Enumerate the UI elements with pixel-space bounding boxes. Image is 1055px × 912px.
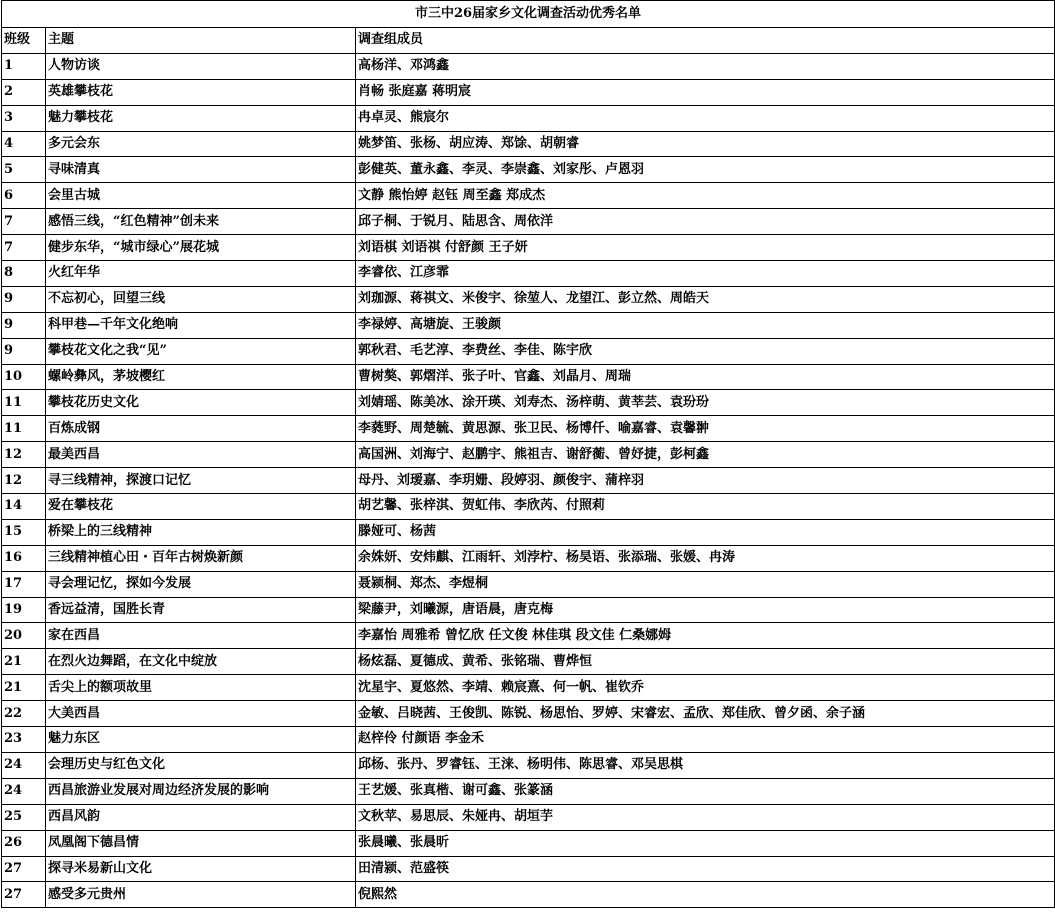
header-topic[interactable]: 主题 — [46, 28, 356, 54]
cell-topic[interactable]: 感受多元贵州 — [46, 882, 356, 908]
cell-members[interactable]: 张晨曦、张晨昕 — [356, 830, 1055, 856]
cell-topic[interactable]: 桥梁上的三线精神 — [46, 519, 356, 545]
cell-class[interactable]: 11 — [2, 390, 46, 416]
cell-members[interactable]: 胡艺馨、张梓淇、贺虹伟、李欣芮、付照莉 — [356, 494, 1055, 520]
header-class[interactable]: 班级 — [2, 28, 46, 54]
cell-topic[interactable]: 西昌旅游业发展对周边经济发展的影响 — [46, 778, 356, 804]
cell-members[interactable]: 倪熙然 — [356, 882, 1055, 908]
cell-class[interactable]: 19 — [2, 597, 46, 623]
cell-class[interactable]: 24 — [2, 752, 46, 778]
cell-class[interactable]: 3 — [2, 105, 46, 131]
cell-members[interactable]: 田清颍、范盛筷 — [356, 856, 1055, 882]
cell-topic[interactable]: 寻味清真 — [46, 157, 356, 183]
cell-members[interactable]: 刘语棋 刘语祺 付舒颜 王子妍 — [356, 235, 1055, 261]
honor-roll-table — [1, 0, 1055, 908]
cell-topic[interactable]: 会理历史与红色文化 — [46, 752, 356, 778]
cell-class[interactable]: 8 — [2, 261, 46, 287]
table-row — [2, 261, 1055, 287]
table-row — [2, 727, 1055, 753]
cell-class[interactable]: 11 — [2, 416, 46, 442]
cell-members[interactable]: 文静 熊怡婷 赵钰 周至鑫 郑成杰 — [356, 183, 1055, 209]
header-members[interactable]: 调查组成员 — [356, 28, 1055, 54]
table-row — [2, 675, 1055, 701]
cell-class[interactable]: 9 — [2, 286, 46, 312]
cell-class[interactable]: 7 — [2, 235, 46, 261]
cell-members[interactable]: 李嘉怡 周雅希 曾忆欣 任文俊 林佳琪 段文佳 仁桑娜姆 — [356, 623, 1055, 649]
title-row — [2, 1, 1055, 28]
cell-members[interactable]: 刘珈源、蒋祺文、米俊宇、徐堃人、龙望江、彭立然、周皓天 — [356, 286, 1055, 312]
cell-members[interactable]: 文秋苹、易思辰、朱娅冉、胡垣芋 — [356, 804, 1055, 830]
table-row — [2, 468, 1055, 494]
table-row — [2, 209, 1055, 235]
cell-class[interactable]: 10 — [2, 364, 46, 390]
cell-class[interactable]: 1 — [2, 53, 46, 79]
cell-topic[interactable]: 凤凰阁下德昌情 — [46, 830, 356, 856]
table-row — [2, 390, 1055, 416]
cell-topic[interactable]: 英雄攀枝花 — [46, 79, 356, 105]
cell-members[interactable]: 杨炫磊、夏德成、黄希、张铭瑞、曹烨恒 — [356, 649, 1055, 675]
cell-topic[interactable]: 感悟三线，“红色精神”创未来 — [46, 209, 356, 235]
cell-members[interactable]: 高国洲、刘海宁、赵鹏宇、熊祖吉、谢舒蘅、曾妤捷，彭柯鑫 — [356, 442, 1055, 468]
cell-class[interactable]: 6 — [2, 183, 46, 209]
table-row — [2, 157, 1055, 183]
cell-members[interactable]: 肖畅 张庭嘉 蒋明宸 — [356, 79, 1055, 105]
cell-topic[interactable]: 攀枝花文化之我“见” — [46, 338, 356, 364]
cell-members[interactable]: 李禄婷、高塘旋、王骏颜 — [356, 312, 1055, 338]
cell-topic[interactable]: 在烈火边舞蹈，在文化中绽放 — [46, 649, 356, 675]
table-row — [2, 442, 1055, 468]
cell-topic[interactable]: 螺岭彝风，茅坡樱红 — [46, 364, 356, 390]
cell-class[interactable]: 9 — [2, 338, 46, 364]
cell-class[interactable]: 16 — [2, 545, 46, 571]
cell-topic[interactable]: 香远益清，国胜长青 — [46, 597, 356, 623]
cell-class[interactable]: 21 — [2, 649, 46, 675]
cell-class[interactable]: 2 — [2, 79, 46, 105]
cell-class[interactable]: 25 — [2, 804, 46, 830]
table-row — [2, 830, 1055, 856]
table-row — [2, 701, 1055, 727]
table-row — [2, 804, 1055, 830]
cell-members[interactable]: 李蕤野、周楚毓、黄思源、张卫民、杨博仟、喻嘉睿、袁馨翀 — [356, 416, 1055, 442]
cell-members[interactable]: 邱子桐、于锐月、陆思含、周依洋 — [356, 209, 1055, 235]
cell-class[interactable]: 22 — [2, 701, 46, 727]
table-body — [2, 53, 1055, 907]
cell-members[interactable]: 母丹、刘瑷嘉、李玥姗、段婷羽、颜俊宇、蒲梓羽 — [356, 468, 1055, 494]
cell-members[interactable]: 冉卓灵、熊宸尔 — [356, 105, 1055, 131]
cell-topic[interactable]: 百炼成钢 — [46, 416, 356, 442]
cell-class[interactable]: 14 — [2, 494, 46, 520]
cell-topic[interactable]: 健步东华，“城市绿心”展花城 — [46, 235, 356, 261]
cell-members[interactable]: 金敏、吕晓茜、王俊凯、陈锐、杨思怡、罗婷、宋睿宏、孟欣、郑佳欣、曾夕函、余子涵 — [356, 701, 1055, 727]
cell-class[interactable]: 9 — [2, 312, 46, 338]
table-row — [2, 571, 1055, 597]
cell-topic[interactable]: 魅力攀枝花 — [46, 105, 356, 131]
cell-class[interactable]: 4 — [2, 131, 46, 157]
cell-members[interactable]: 彭健英、董永鑫、李灵、李崇鑫、刘家彤、卢恩羽 — [356, 157, 1055, 183]
cell-members[interactable]: 聂颍桐、郑杰、李煜桐 — [356, 571, 1055, 597]
cell-class[interactable]: 20 — [2, 623, 46, 649]
table-row — [2, 53, 1055, 79]
cell-members[interactable]: 王艺媛、张真楷、谢可鑫、张篆涵 — [356, 778, 1055, 804]
cell-class[interactable]: 24 — [2, 778, 46, 804]
cell-class[interactable]: 27 — [2, 882, 46, 908]
cell-members[interactable]: 邱杨、张丹、罗睿钰、王涞、杨明伟、陈思睿、邓吴思棋 — [356, 752, 1055, 778]
table-row — [2, 312, 1055, 338]
table-row — [2, 494, 1055, 520]
cell-topic[interactable]: 攀枝花历史文化 — [46, 390, 356, 416]
cell-class[interactable]: 23 — [2, 727, 46, 753]
cell-topic[interactable]: 魅力东区 — [46, 727, 356, 753]
cell-topic[interactable]: 最美西昌 — [46, 442, 356, 468]
cell-topic[interactable]: 火红年华 — [46, 261, 356, 287]
table-row — [2, 882, 1055, 908]
cell-class[interactable]: 5 — [2, 157, 46, 183]
cell-members[interactable]: 高杨洋、邓鸿鑫 — [356, 53, 1055, 79]
header-row — [2, 28, 1055, 54]
cell-members[interactable]: 梁藤尹，刘曦源，唐语晨，唐克梅 — [356, 597, 1055, 623]
cell-members[interactable]: 姚梦笛、张杨、胡应涛、郑馀、胡朝睿 — [356, 131, 1055, 157]
table-row — [2, 597, 1055, 623]
cell-topic[interactable]: 西昌风韵 — [46, 804, 356, 830]
table-row — [2, 752, 1055, 778]
cell-class[interactable]: 27 — [2, 856, 46, 882]
cell-topic[interactable]: 家在西昌 — [46, 623, 356, 649]
table-row — [2, 364, 1055, 390]
cell-topic[interactable]: 爱在攀枝花 — [46, 494, 356, 520]
cell-class[interactable]: 26 — [2, 830, 46, 856]
cell-members[interactable]: 李睿依、江彦霏 — [356, 261, 1055, 287]
cell-class[interactable]: 12 — [2, 442, 46, 468]
cell-members[interactable]: 滕娅可、杨茜 — [356, 519, 1055, 545]
table-row — [2, 416, 1055, 442]
table-row — [2, 623, 1055, 649]
table-row — [2, 286, 1055, 312]
cell-class[interactable]: 15 — [2, 519, 46, 545]
table-row — [2, 649, 1055, 675]
cell-topic[interactable]: 科甲巷—千年文化绝响 — [46, 312, 356, 338]
cell-topic[interactable]: 多元会东 — [46, 131, 356, 157]
table-row — [2, 519, 1055, 545]
cell-topic[interactable]: 探寻米易新山文化 — [46, 856, 356, 882]
cell-members[interactable]: 赵梓伶 付颜语 李金禾 — [356, 727, 1055, 753]
table-row — [2, 79, 1055, 105]
cell-topic[interactable]: 人物访谈 — [46, 53, 356, 79]
table-row — [2, 235, 1055, 261]
cell-topic[interactable]: 舌尖上的额项故里 — [46, 675, 356, 701]
cell-topic[interactable]: 三线精神植心田・百年古树焕新颜 — [46, 545, 356, 571]
table-row — [2, 131, 1055, 157]
table-row — [2, 105, 1055, 131]
cell-class[interactable]: 7 — [2, 209, 46, 235]
sheet-title[interactable]: 市三中26届家乡文化调查活动优秀名单 — [2, 1, 1055, 28]
cell-members[interactable]: 余姝妍、安炜麒、江雨轩、刘浡柠、杨昊语、张添瑞、张媛、冉涛 — [356, 545, 1055, 571]
cell-class[interactable]: 12 — [2, 468, 46, 494]
cell-members[interactable]: 曹树獒、郭熠洋、张子叶、官鑫、刘晶月、周瑞 — [356, 364, 1055, 390]
cell-topic[interactable]: 大美西昌 — [46, 701, 356, 727]
cell-class[interactable]: 21 — [2, 675, 46, 701]
cell-topic[interactable]: 寻三线精神，探渡口记忆 — [46, 468, 356, 494]
cell-topic[interactable]: 会里古城 — [46, 183, 356, 209]
cell-members[interactable]: 刘婧瑶、陈美冰、涂开瑛、刘寿杰、汤梓萌、黄莘芸、袁玢玢 — [356, 390, 1055, 416]
table-row — [2, 183, 1055, 209]
table-row — [2, 338, 1055, 364]
cell-members[interactable]: 沈星宇、夏悠然、李靖、赖宸熹、何一帆、崔钦乔 — [356, 675, 1055, 701]
cell-topic[interactable]: 不忘初心，回望三线 — [46, 286, 356, 312]
table-row — [2, 545, 1055, 571]
cell-class[interactable]: 17 — [2, 571, 46, 597]
table-row — [2, 778, 1055, 804]
cell-members[interactable]: 郭秋君、毛艺淳、李费丝、李佳、陈宇欣 — [356, 338, 1055, 364]
table-row — [2, 856, 1055, 882]
cell-topic[interactable]: 寻会理记忆，探如今发展 — [46, 571, 356, 597]
